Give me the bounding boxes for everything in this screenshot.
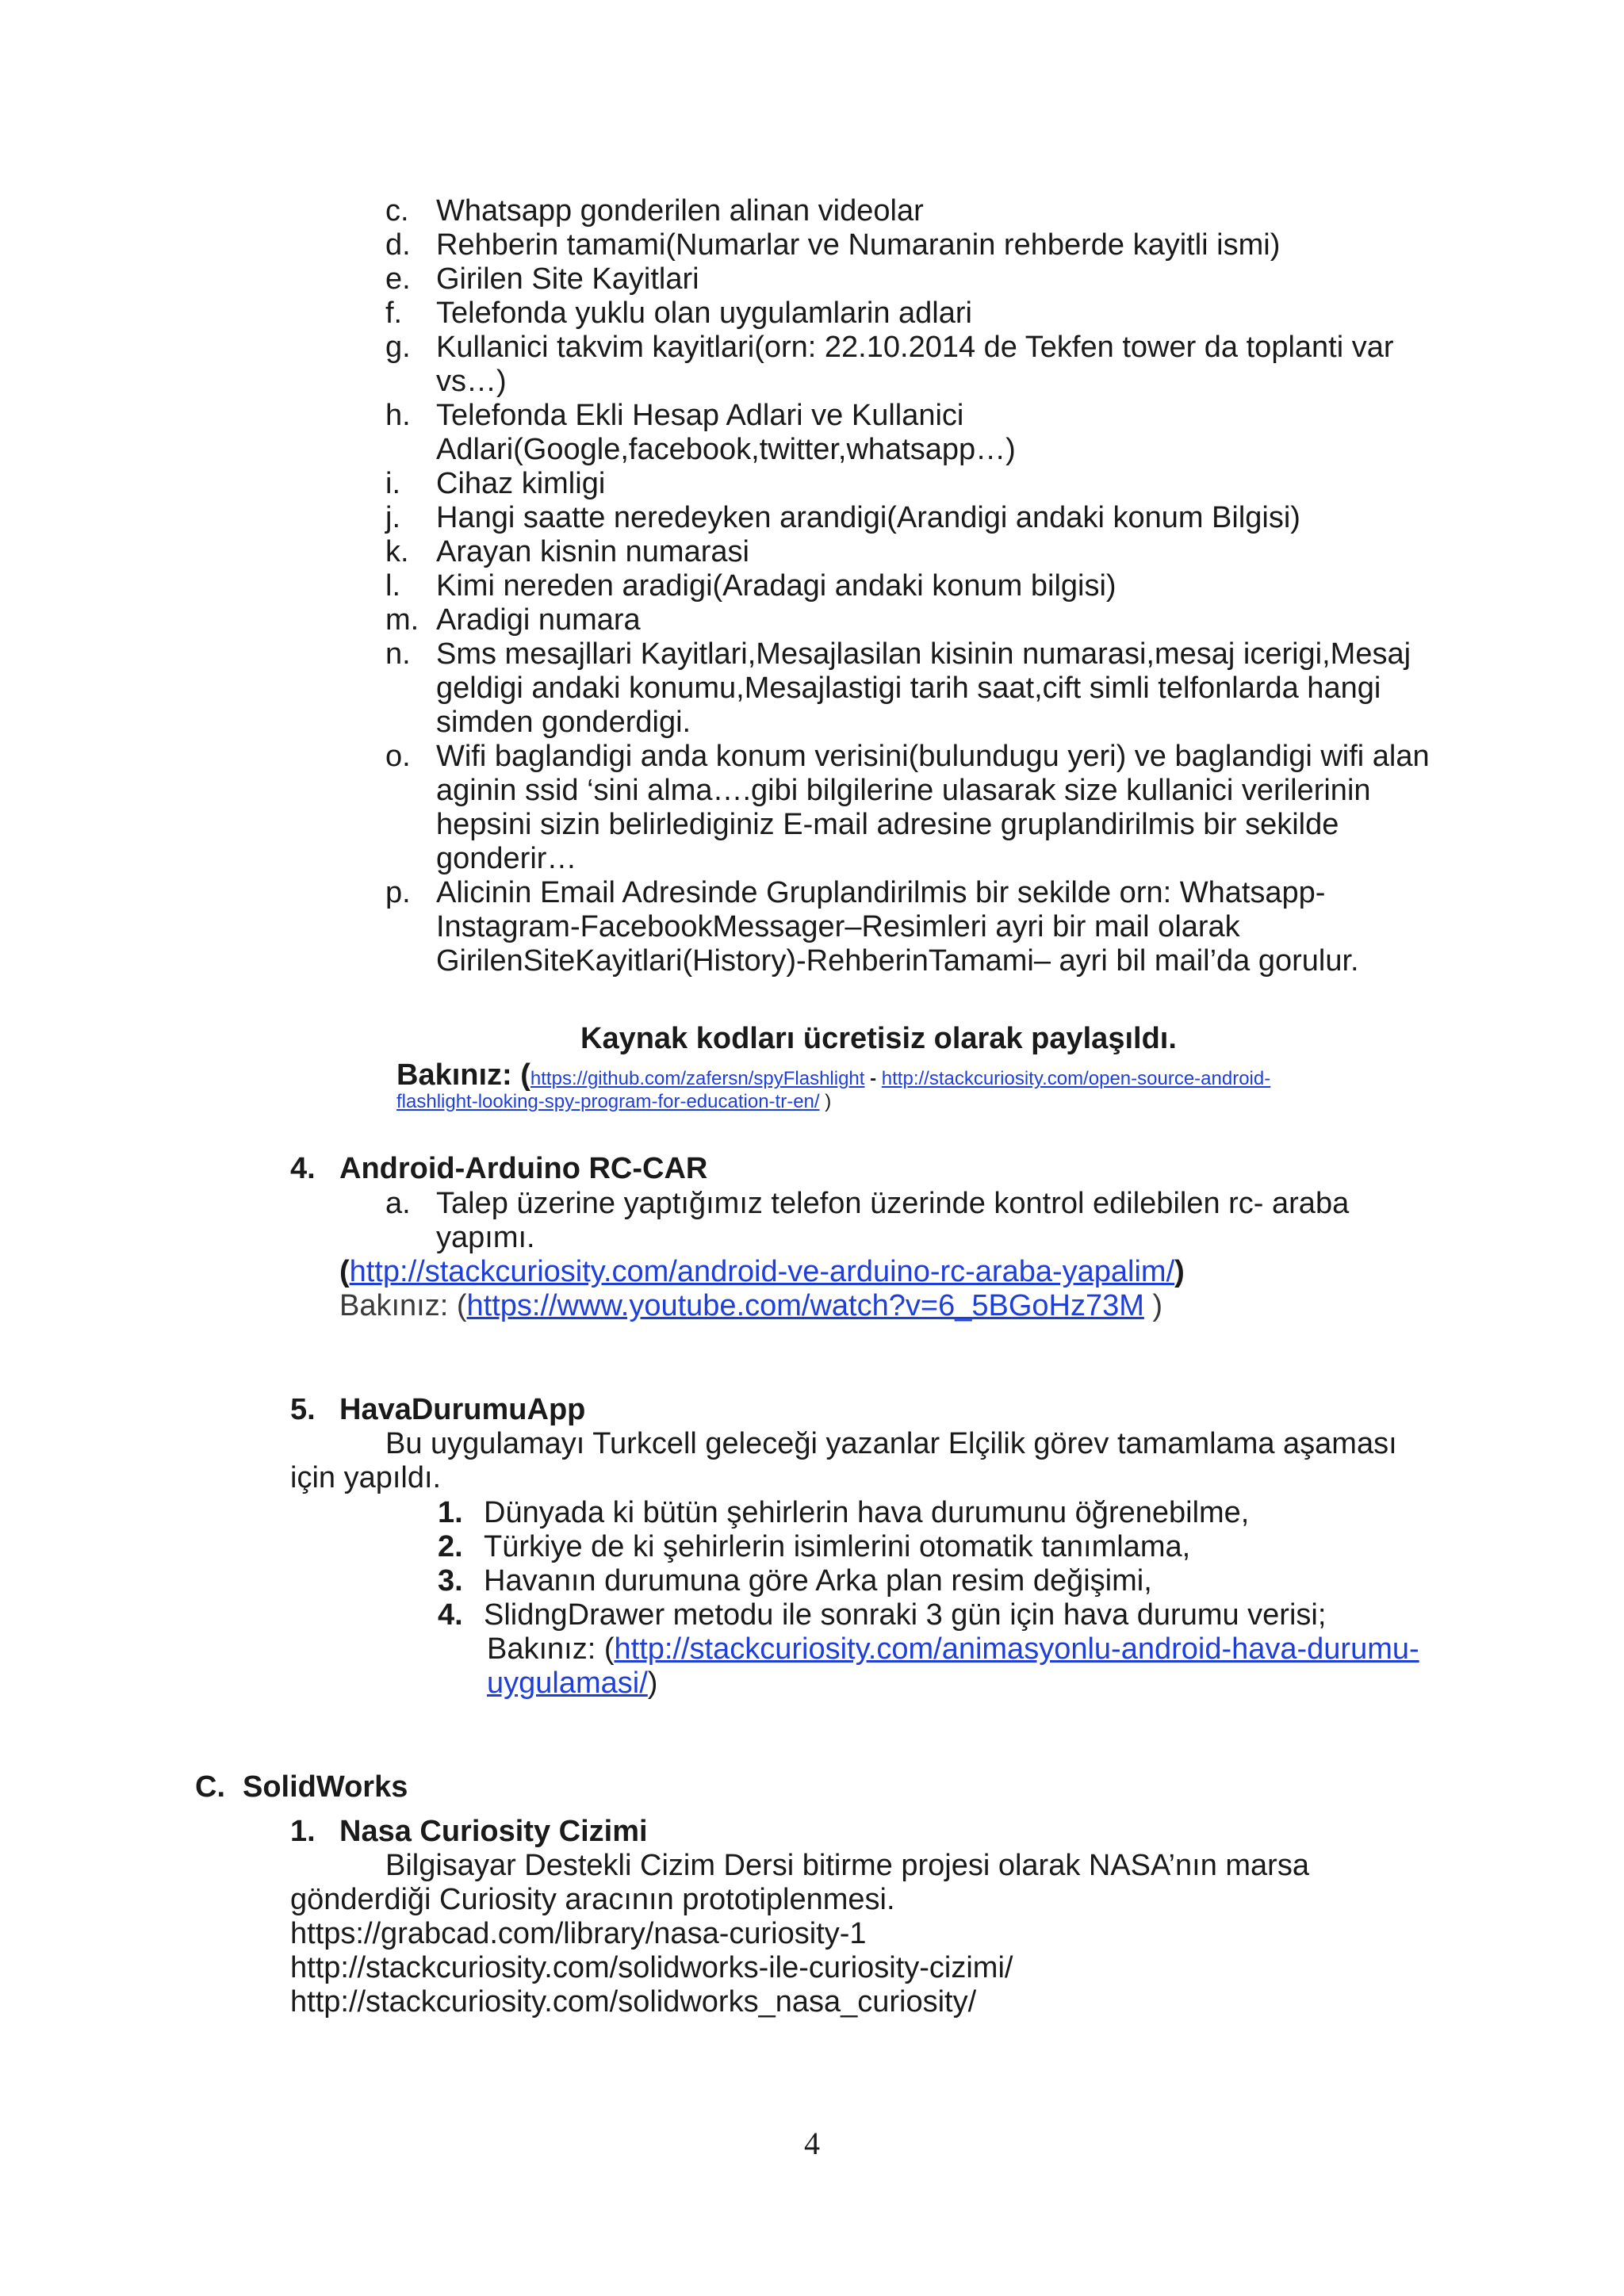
url-curiosity-cizimi: http://stackcuriosity.com/solidworks-ile-curiosity-cizimi/ <box>290 1951 1013 1984</box>
list-item-cont: yapımı. <box>436 1221 535 1254</box>
subsection-desc-cont: gönderdiği Curiosity aracının prototiplenmesi. <box>290 1883 895 1916</box>
stackcuriosity-spy-link[interactable]: http://stackcuriosity.com/open-source-android- <box>881 1068 1271 1089</box>
list-item: Rehberin tamami(Numarlar ve Numaranin rehberde kayitli ismi) <box>436 228 1281 262</box>
see-label: Bakınız: ( <box>339 1289 467 1322</box>
subsection-desc: Bilgisayar Destekli Cizim Dersi bitirme projesi olarak NASA’nın marsa <box>385 1849 1309 1882</box>
youtube-link[interactable]: https://www.youtube.com/watch?v=6_5BGoHz73M <box>466 1289 1144 1322</box>
section-title: SolidWorks <box>243 1770 408 1804</box>
section-letter: C. <box>195 1770 225 1804</box>
see-close: ) <box>647 1667 658 1700</box>
weather-link-line-cont <box>487 1666 657 1701</box>
list-marker: o. <box>385 740 411 773</box>
numbered-item: Havanın durumuna göre Arka plan resim değişimi, <box>484 1564 1152 1598</box>
weather-app-link-cont[interactable]: uygulamasi/ <box>487 1667 648 1700</box>
numbered-marker: 1. <box>438 1496 463 1529</box>
list-item-cont: hepsini sizin belirlediginiz E-mail adresine gruplandirilmis bir sekilde <box>436 808 1339 841</box>
numbered-marker: 3. <box>438 1564 463 1598</box>
list-marker: p. <box>385 876 411 909</box>
list-item: Talep üzerine yaptığımız telefon üzerinde kontrol edilebilen rc- araba <box>436 1187 1350 1220</box>
list-marker: i. <box>385 467 400 500</box>
list-item-cont: geldigi andaki konumu,Mesajlastigi tarih saat,cift simli telfonlarda hangi <box>436 672 1381 705</box>
weather-link-line <box>487 1632 1419 1667</box>
section-number: 4. <box>290 1152 316 1185</box>
numbered-item: Dünyada ki bütün şehirlerin hava durumunu öğrenebilme, <box>484 1496 1250 1529</box>
list-item-cont: vs…) <box>436 365 507 398</box>
list-marker: h. <box>385 399 411 432</box>
list-marker: d. <box>385 228 411 262</box>
page-number: 4 <box>804 2126 820 2161</box>
list-item-cont: Adlari(Google,facebook,twitter,whatsapp…) <box>436 433 1016 466</box>
list-item-cont: GirilenSiteKayitlari(History)-RehberinTamami– ayri bil mail’da gorulur. <box>436 944 1359 978</box>
see-also-line <box>396 1058 1270 1093</box>
see-label: Bakınız: ( <box>487 1632 615 1666</box>
list-marker: m. <box>385 603 419 637</box>
list-item: Kullanici takvim kayitlari(orn: 22.10.2014 de Tekfen tower da toplanti var <box>436 331 1394 364</box>
list-item: Arayan kisnin numarasi <box>436 535 749 568</box>
paren-close: ) <box>1174 1255 1185 1288</box>
section-title: Android-Arduino RC-CAR <box>339 1152 708 1185</box>
list-marker: k. <box>385 535 409 568</box>
url-nasa-curiosity: http://stackcuriosity.com/solidworks_nasa_curiosity/ <box>290 1985 977 2019</box>
github-link[interactable]: https://github.com/zafersn/spyFlashlight <box>530 1068 865 1089</box>
section-number: 5. <box>290 1393 316 1426</box>
source-note: Kaynak kodları ücretisiz olarak paylaşıldı. <box>580 1022 1177 1055</box>
list-marker: e. <box>385 262 411 296</box>
list-item-cont: aginin ssid ‘sini alma….gibi bilgilerine ulasarak size kullanici verilerinin <box>436 774 1371 807</box>
list-item: Girilen Site Kayitlari <box>436 262 699 296</box>
see-also-line-cont <box>396 1090 831 1114</box>
numbered-item: SlidngDrawer metodu ile sonraki 3 gün için hava durumu verisi; <box>484 1598 1327 1632</box>
url-grabcad: https://grabcad.com/library/nasa-curiosity-1 <box>290 1917 867 1950</box>
list-marker: a. <box>385 1187 411 1220</box>
list-item: Alicinin Email Adresinde Gruplandirilmis bir sekilde orn: Whatsapp- <box>436 876 1326 909</box>
numbered-marker: 4. <box>438 1598 463 1632</box>
list-marker: c. <box>385 194 409 228</box>
stackcuriosity-spy-link-cont[interactable]: flashlight-looking-spy-program-for-education-tr-en/ <box>396 1091 820 1112</box>
list-item: Hangi saatte neredeyken arandigi(Arandigi andaki konum Bilgisi) <box>436 501 1300 534</box>
list-item: Aradigi numara <box>436 603 641 637</box>
subsection-number: 1. <box>290 1815 316 1848</box>
list-marker: l. <box>385 569 400 603</box>
list-item: Telefonda Ekli Hesap Adlari ve Kullanici <box>436 399 964 432</box>
list-item: Whatsapp gonderilen alinan videolar <box>436 194 924 228</box>
see-close: ) <box>1143 1289 1163 1322</box>
list-item: Telefonda yuklu olan uygulamlarin adlari <box>436 297 972 330</box>
rc-car-link-line <box>339 1254 1185 1289</box>
section-title: HavaDurumuApp <box>339 1393 586 1426</box>
see-close: ) <box>819 1091 832 1112</box>
see-label: Bakınız: ( <box>396 1058 530 1092</box>
numbered-marker: 2. <box>438 1530 463 1563</box>
list-marker: n. <box>385 637 411 671</box>
youtube-line <box>339 1288 1162 1323</box>
numbered-item: Türkiye de ki şehirlerin isimlerini otomatik tanımlama, <box>484 1530 1191 1563</box>
paren-open: ( <box>339 1255 350 1288</box>
link-separator: - <box>864 1068 882 1089</box>
list-item-cont: simden gonderdigi. <box>436 706 691 739</box>
list-marker: j. <box>385 501 400 534</box>
list-item: Sms mesajllari Kayitlari,Mesajlasilan kisinin numarasi,mesaj icerigi,Mesaj <box>436 637 1411 671</box>
weather-app-link[interactable]: http://stackcuriosity.com/animasyonlu-android-hava-durumu- <box>614 1632 1419 1666</box>
list-item: Kimi nereden aradigi(Aradagi andaki konum bilgisi) <box>436 569 1116 603</box>
section-intro: Bu uygulamayı Turkcell geleceği yazanlar Elçilik görev tamamlama aşaması <box>385 1427 1397 1460</box>
rc-car-link[interactable]: http://stackcuriosity.com/android-ve-arduino-rc-araba-yapalim/ <box>349 1255 1175 1288</box>
subsection-title: Nasa Curiosity Cizimi <box>339 1815 648 1848</box>
section-intro-cont: için yapıldı. <box>290 1461 442 1494</box>
list-item: Cihaz kimligi <box>436 467 606 500</box>
list-item-cont: Instagram-FacebookMessager–Resimleri ayri bir mail olarak <box>436 910 1240 943</box>
list-item: Wifi baglandigi anda konum verisini(bulundugu yeri) ve baglandigi wifi alan <box>436 740 1430 773</box>
list-marker: f. <box>385 297 403 330</box>
list-marker: g. <box>385 331 411 364</box>
list-item-cont: gonderir… <box>436 842 577 875</box>
